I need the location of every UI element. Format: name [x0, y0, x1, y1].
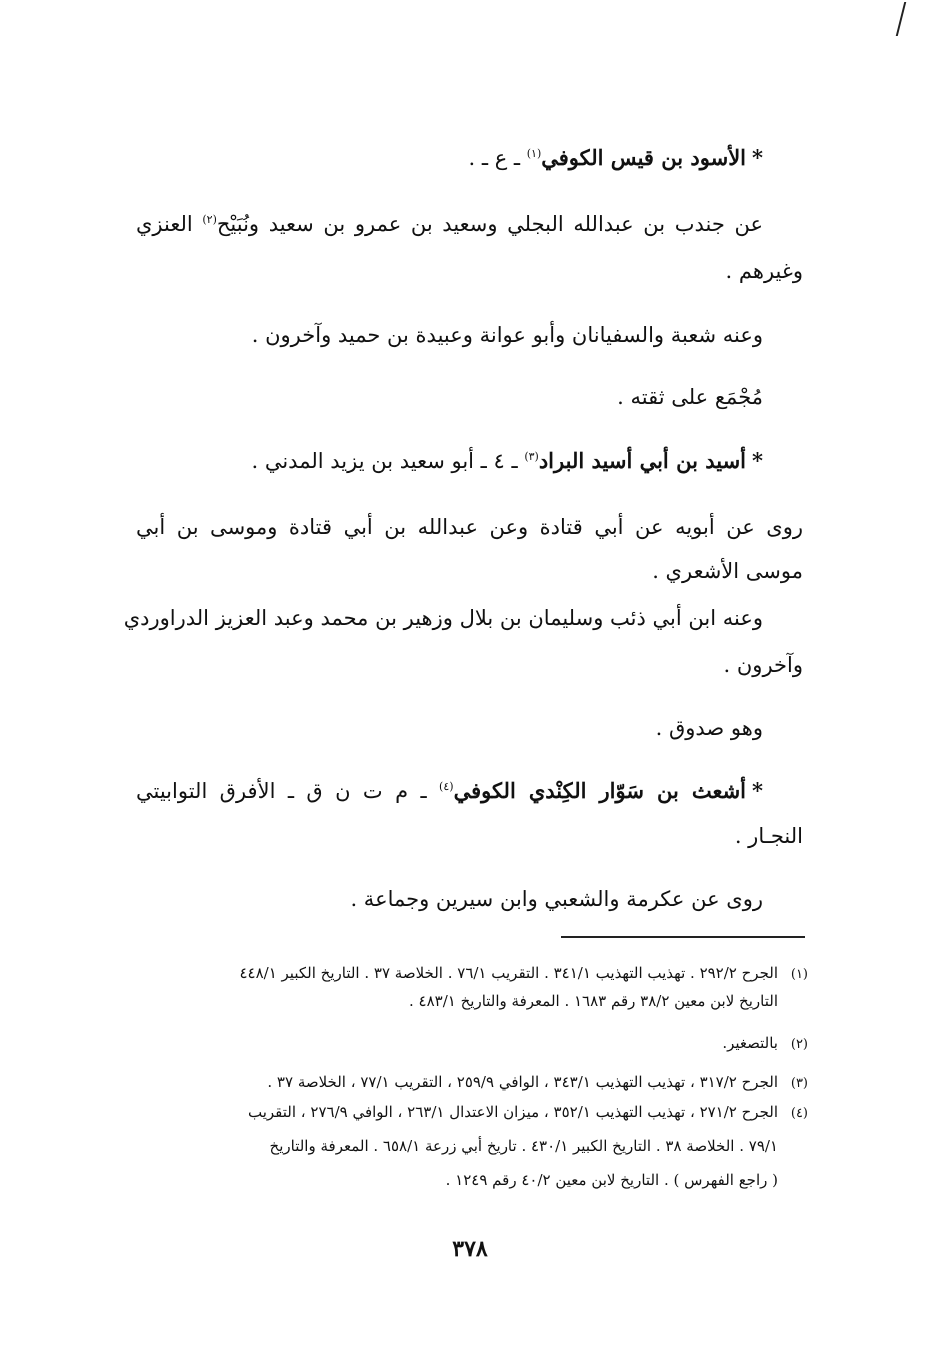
footnote-1-number: (١): [790, 967, 808, 982]
footnote-1-line-1: (١)الجرح ٢٩٢/٢ . تهذيب التهذيب ٣٤١/١ . التقريب ٧٦/١ . الخلاصة ٣٧ . التاريخ الكبير ٤٤٨/١: [239, 962, 808, 986]
footnote-2-number: (٢): [790, 1037, 808, 1052]
entry-2-name: أسيد بن أبي أسيد البراد: [538, 448, 747, 473]
footnote-ref-1: (١): [526, 147, 542, 160]
footnote-4-line-1: (٤)الجرح ٢٧١/٢ ، تهذيب التهذيب ٣٥٢/١ ، ميزان الاعتدال ٢٦٣/١ ، الوافي ٢٧٦/٩ ، التقريب: [248, 1101, 808, 1125]
entry-2-line-4: وآخرون .: [723, 653, 803, 677]
entry-1-line-4: مُجْمَع على ثقته .: [617, 385, 763, 409]
entry-1-line-2: وغيرهم .: [725, 259, 803, 283]
entry-2-heading: *أسيد بن أبي أسيد البراد$^{(٣)}$ ـ ٤ ـ أبو سعيد بن يزيد المدني .: [251, 448, 763, 473]
footnote-ref-3: (٣): [524, 450, 539, 463]
pen-stroke-mark: [896, 2, 910, 36]
footnote-ref-4: (٤): [439, 780, 454, 793]
entry-1-heading: *الأسود بن قيس الكوفي$^{(١)}$ ـ ع ـ .: [468, 145, 763, 170]
footnote-2: (٢)بالتصغير.: [722, 1032, 808, 1056]
entry-1-line-3: وعنه شعبة والسفيانان وأبو عوانة وعبيدة بن حميد وآخرون .: [251, 323, 763, 347]
footnote-separator: [561, 936, 805, 938]
entry-2-code: ـ ٤ ـ أبو سعيد بن يزيد المدني .: [251, 449, 525, 473]
entry-1-name: الأسود بن قيس الكوفي: [541, 145, 747, 170]
footnote-4-number: (٤): [790, 1106, 808, 1121]
entry-2-line-1: روى عن أبويه عن أبي قتادة وعن عبدالله بن أبي قتادة وموسى بن أبي: [136, 515, 803, 539]
entry-1-line-1: عن جندب بن عبدالله البجلي وسعيد بن عمرو بن سعيد ونُبَيْح$^{(٢)}$ العنزي: [136, 212, 763, 236]
entry-2-line-2: موسى الأشعري .: [652, 559, 803, 583]
footnote-4-line-2: ٧٩/١ . الخلاصة ٣٨ . التاريخ الكبير ٤٣٠/١ . تاريخ أبي زرعة ٦٥٨/١ . المعرفة والتاريخ: [269, 1137, 778, 1155]
footnote-4-line-3: ( راجع الفهرس ) . التاريخ لابن معين ٤٠/٢ رقم ١٢٤٩ .: [445, 1171, 778, 1189]
footnote-3-number: (٣): [790, 1076, 808, 1091]
entry-2-line-3: وعنه ابن أبي ذئب وسليمان بن بلال وزهير بن محمد وعبد العزيز الدراوردي: [123, 606, 763, 630]
entry-3-heading: *أشعث بن سَوّار الكِنْدي الكوفي$^{(٤)}$ ـ م ت ن ق ـ الأفرق التوابيتي: [136, 778, 763, 803]
entry-3-code: ـ م ت ن ق ـ الأفرق التوابيتي: [136, 779, 440, 803]
entry-3-line-3: روى عن عكرمة والشعبي وابن سيرين وجماعة .: [350, 887, 763, 911]
entry-1-code: ـ ع ـ .: [468, 146, 527, 170]
footnote-3: (٣)الجرح ٣١٧/٢ ، تهذيب التهذيب ٣٤٣/١ ، الوافي ٢٥٩/٩ ، التقريب ٧٧/١ ، الخلاصة ٣٧ .: [267, 1071, 808, 1095]
entry-2-line-5: وهو صدوق .: [655, 716, 763, 740]
footnote-ref-2: (٢): [202, 213, 217, 226]
entry-3-line-2: النجـار .: [734, 824, 803, 848]
page-number: ٣٧٨: [452, 1236, 488, 1262]
footnote-1-line-2: التاريخ لابن معين ٣٨/٢ رقم ١٦٨٣ . المعرفة والتاريخ ٤٨٣/١ .: [409, 992, 778, 1010]
entry-3-name: أشعث بن سَوّار الكِنْدي الكوفي: [453, 778, 747, 803]
